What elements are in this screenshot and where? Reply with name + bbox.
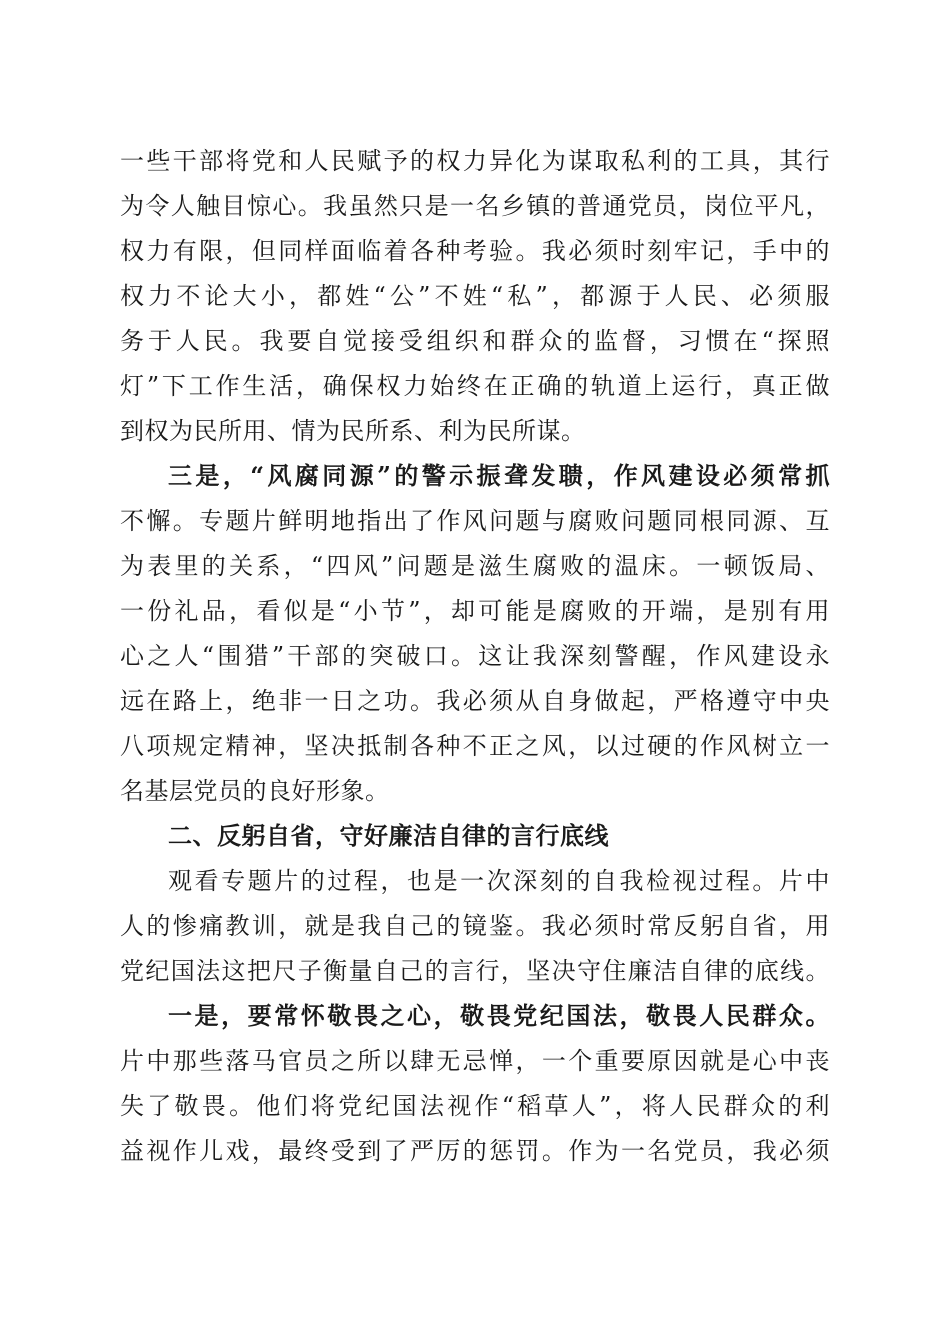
paragraph-line: 八项规定精神，坚决抵制各种不正之风，以过硬的作风树立一 (120, 732, 830, 760)
paragraph-line: 片中那些落马官员之所以肆无忌惮，一个重要原因就是心中丧 (120, 1047, 830, 1075)
paragraph-line: 权力有限，但同样面临着各种考验。我必须时刻牢记，手中的 (120, 237, 830, 265)
paragraph-line: 失了敬畏。他们将党纪国法视作“稻草人”，将人民群众的利 (120, 1092, 830, 1120)
paragraph-lead: 一是，要常怀敬畏之心，敬畏党纪国法，敬畏人民群众。 (168, 1001, 830, 1030)
paragraph-line: 为令人触目惊心。我虽然只是一名乡镇的普通党员，岗位平凡， (120, 192, 830, 220)
paragraph-line: 为表里的关系，“四风”问题是滋生腐败的温床。一顿饭局、 (120, 552, 830, 580)
paragraph-line: 人的惨痛教训，就是我自己的镜鉴。我必须时常反躬自省，用 (120, 912, 830, 940)
paragraph-line: 一些干部将党和人民赋予的权力异化为谋取私利的工具，其行 (120, 147, 830, 175)
paragraph-line: 务于人民。我要自觉接受组织和群众的监督，习惯在“探照 (120, 327, 830, 355)
paragraph-line: 灯”下工作生活，确保权力始终在正确的轨道上运行，真正做 (120, 372, 830, 400)
paragraph-line: 远在路上，绝非一日之功。我必须从自身做起，严格遵守中央 (120, 687, 830, 715)
section-heading: 二、反躬自省，守好廉洁自律的言行底线 (168, 822, 609, 850)
paragraph-line: 名基层党员的良好形象。 (120, 777, 390, 805)
paragraph-line: 到权为民所用、情为民所系、利为民所谋。 (120, 417, 586, 445)
paragraph-lead: 观看专题片的过程，也是一次深刻的自我检视过程。片中 (168, 867, 830, 895)
paragraph-lead: 三是，“风腐同源”的警示振聋发聩，作风建设必须常抓 (168, 461, 830, 490)
paragraph-line: 不懈。专题片鲜明地指出了作风问题与腐败问题同根同源、互 (120, 507, 830, 535)
paragraph-line: 一份礼品，看似是“小节”，却可能是腐败的开端，是别有用 (120, 597, 830, 625)
paragraph-line: 心之人“围猎”干部的突破口。这让我深刻警醒，作风建设永 (120, 642, 830, 670)
paragraph-line: 权力不论大小，都姓“公”不姓“私”，都源于人民、必须服 (120, 282, 830, 310)
paragraph-line: 党纪国法这把尺子衡量自己的言行，坚决守住廉洁自律的底线。 (120, 957, 830, 985)
paragraph-line: 益视作儿戏，最终受到了严厉的惩罚。作为一名党员，我必须 (120, 1137, 830, 1165)
